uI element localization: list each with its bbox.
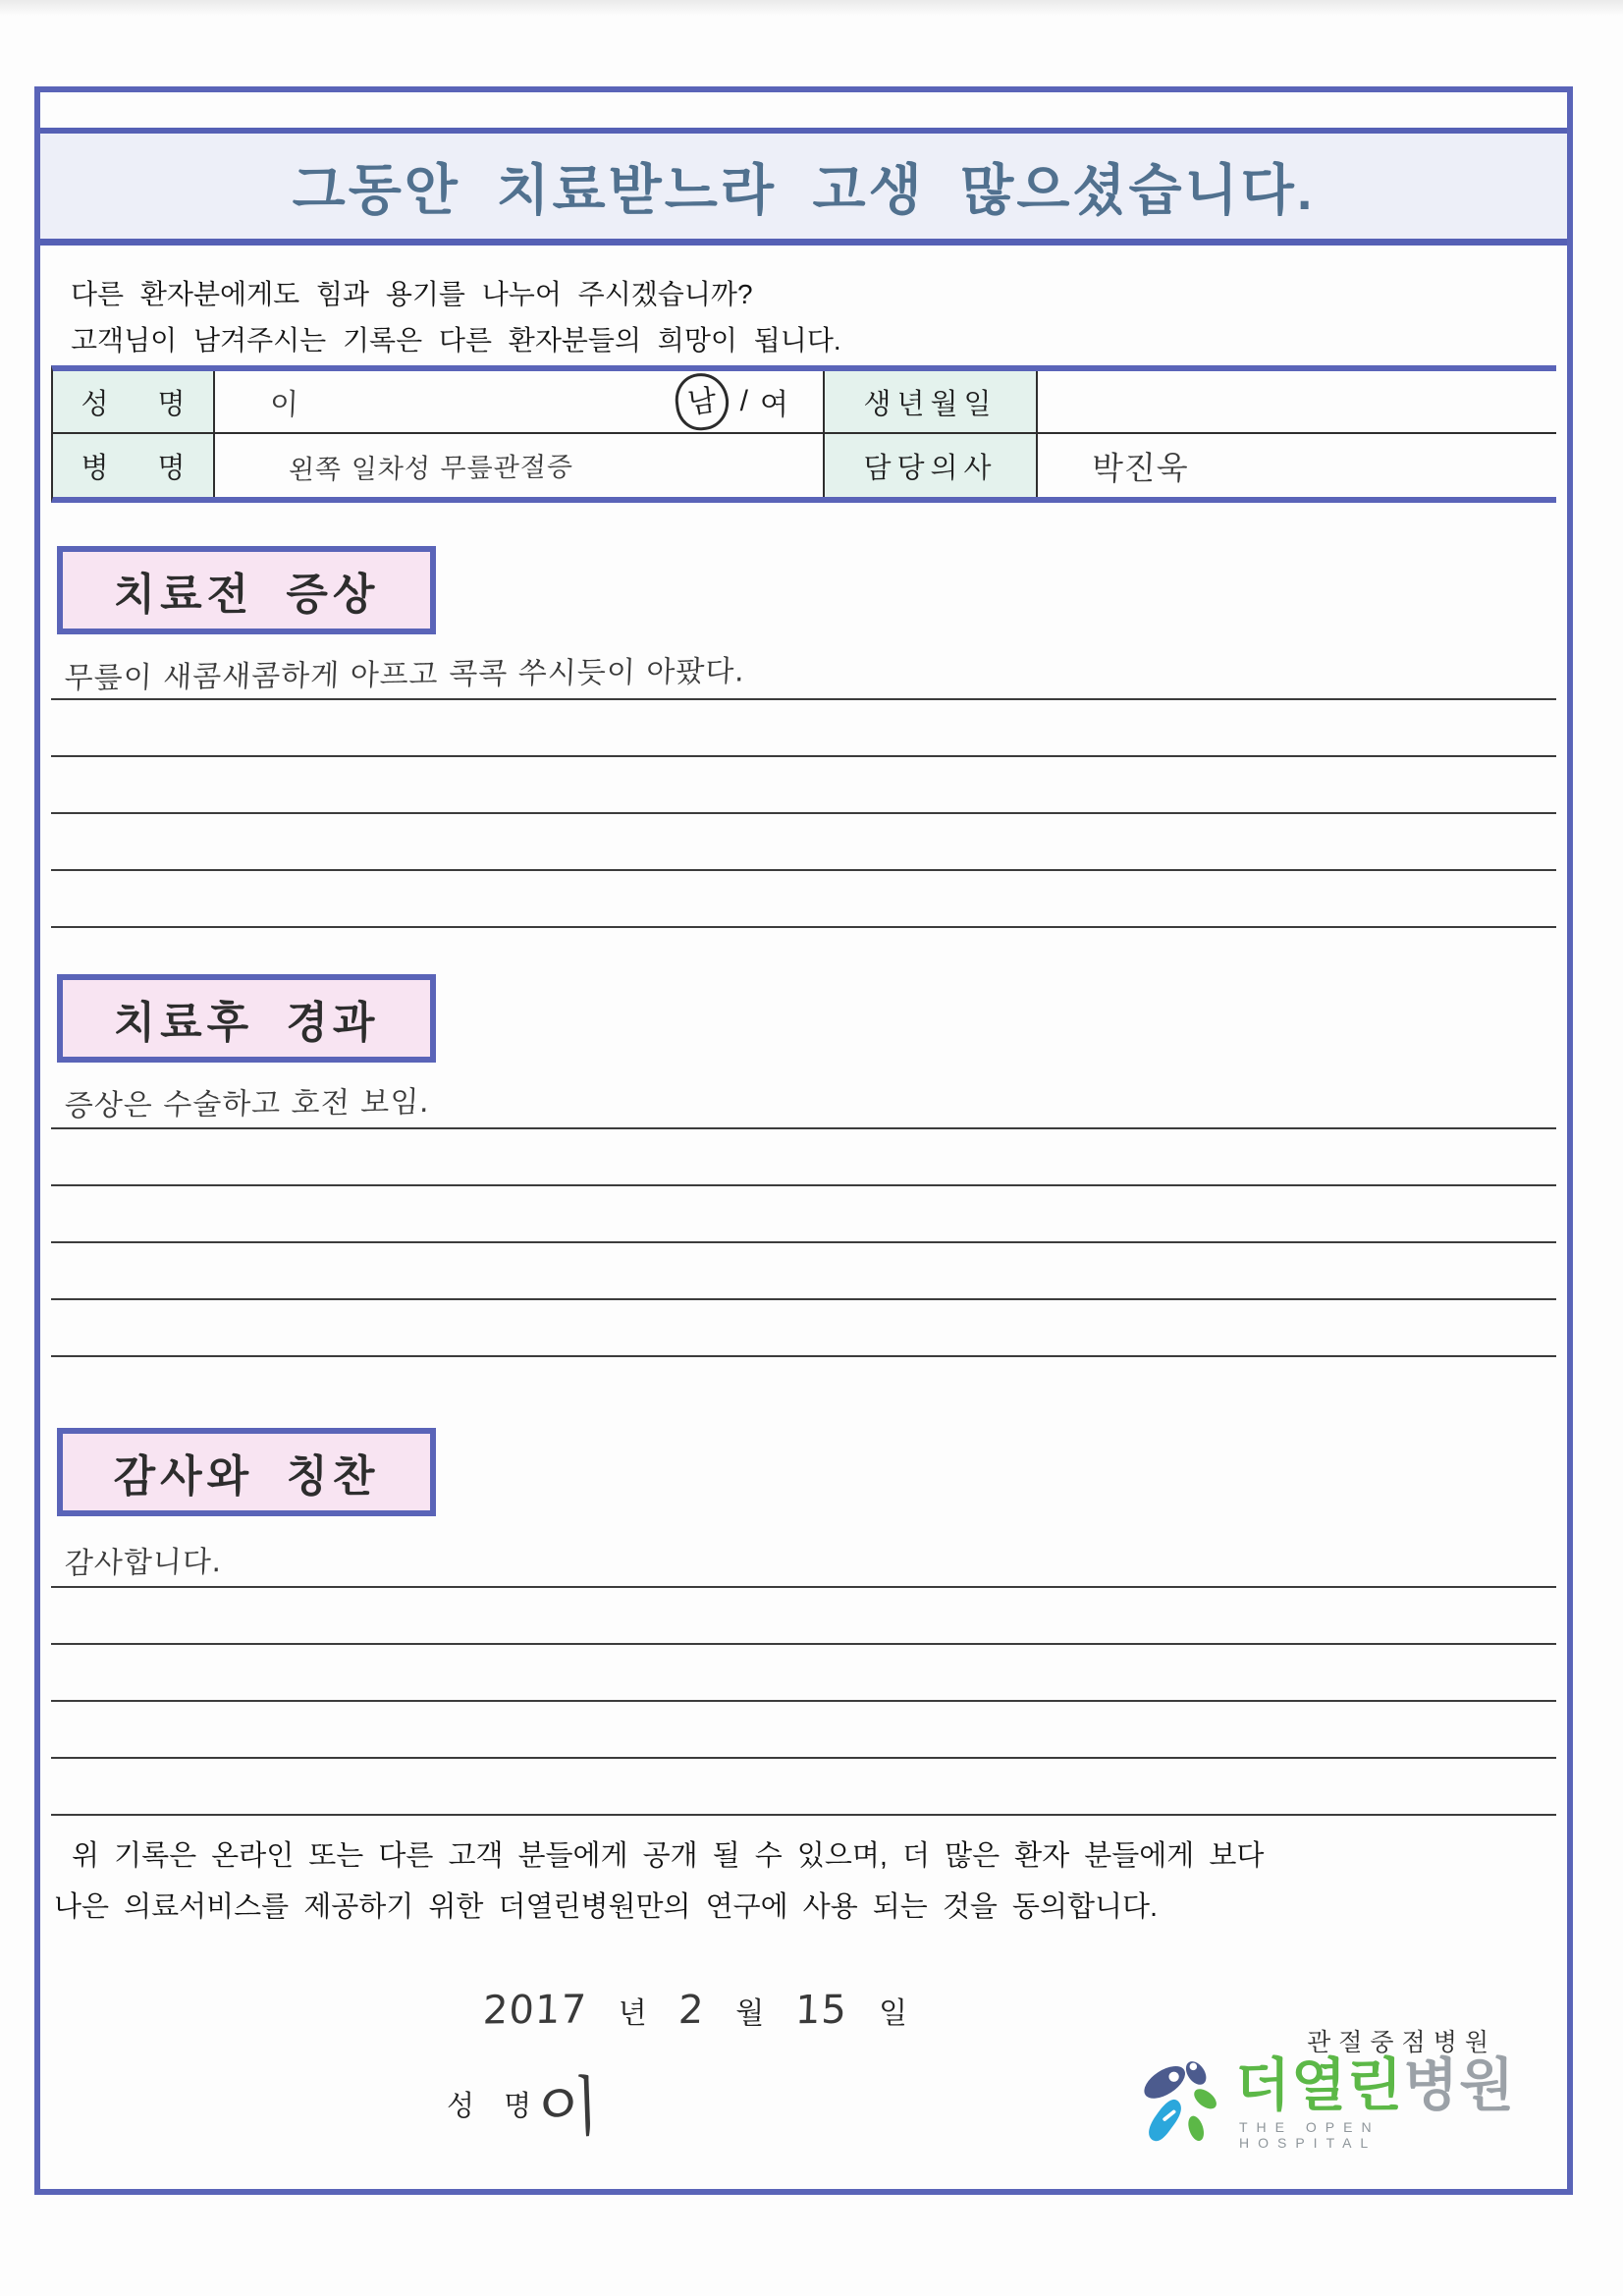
hospital-logo-mark-icon	[1137, 2052, 1229, 2155]
logo-name-primary: 더열린	[1235, 2053, 1404, 2117]
ruled-line	[51, 1759, 1556, 1816]
section-thanks-title: 감사와 칭찬	[113, 1452, 380, 1501]
name-label: 성 명	[53, 371, 215, 434]
ruled-line	[51, 1531, 1556, 1588]
signature-row	[447, 2067, 603, 2151]
date-month-label: 월	[735, 1997, 765, 2030]
doctor-label: 담당의사	[825, 434, 1038, 497]
section-thanks-answer-area	[51, 1531, 1556, 1816]
ruled-line	[51, 1645, 1556, 1702]
logo-tagline: 관절중점병원	[1307, 2029, 1496, 2056]
scan-edge-shadow	[0, 0, 1623, 16]
ruled-line	[51, 1072, 1556, 1129]
logo-main-row	[1137, 2052, 1515, 2155]
gender-male-circled: 남	[672, 371, 731, 433]
ruled-line	[51, 643, 1556, 700]
doctor-value-handwriting: 박진욱	[1091, 447, 1190, 488]
after-treatment-answer-handwriting: 증상은 수술하고 호전 보임.	[64, 1085, 431, 1123]
gender-group	[676, 373, 788, 430]
banner-title: 그동안 치료받느라 고생 많으셨습니다.	[292, 158, 1316, 221]
ruled-line	[51, 757, 1556, 814]
birthdate-label: 생년월일	[825, 371, 1038, 434]
ruled-line	[51, 1702, 1556, 1759]
ruled-line	[51, 1129, 1556, 1186]
gender-separator: /	[739, 385, 749, 417]
intro-line-2: 고객님이 남겨주시는 기록은 다른 환자분들의 희망이 됩니다.	[71, 325, 841, 355]
section-before-treatment-answer-area	[51, 643, 1556, 928]
intro-text	[71, 271, 841, 363]
hospital-logo	[1137, 2019, 1516, 2157]
section-after-treatment-answer-area	[51, 1072, 1556, 1357]
section-thanks-title-box	[57, 1428, 436, 1516]
date-year-handwriting: 2017	[482, 1987, 588, 2034]
logo-text-column	[1235, 2053, 1516, 2151]
name-value-handwriting: 이	[269, 387, 300, 423]
date-day-handwriting: 15	[794, 1987, 849, 2034]
logo-name-secondary: 병원	[1403, 2053, 1516, 2117]
patient-info-table	[51, 365, 1556, 503]
consent-line-2: 나은 의료서비스를 제공하기 위한 더열린병원만의 연구에 사용 되는 것을 동의합니다.	[54, 1891, 1159, 1923]
ruled-line	[51, 1186, 1556, 1243]
ruled-line	[51, 871, 1556, 928]
header-banner	[40, 128, 1567, 246]
section-before-treatment-title: 치료전 증상	[113, 571, 380, 619]
intro-line-1: 다른 환자분에게도 힘과 용기를 나누어 주시겠습니까?	[71, 279, 753, 309]
ruled-line	[51, 1300, 1556, 1357]
date-month-handwriting: 2	[676, 1987, 706, 2034]
section-before-treatment-title-box	[57, 546, 436, 634]
date-year-label: 년	[618, 1997, 647, 2030]
disease-label: 병 명	[53, 434, 215, 497]
before-treatment-answer-handwriting: 무릎이 새콤새콤하게 아프고 콕콕 쑤시듯이 아팠다.	[63, 654, 746, 696]
ruled-line	[51, 1588, 1556, 1645]
signature-label: 성 명	[447, 2091, 532, 2122]
date-day-label: 일	[879, 1997, 908, 2030]
date-line	[483, 1988, 907, 2033]
section-after-treatment-title-box	[57, 974, 436, 1063]
disease-cell	[215, 434, 825, 497]
consent-text	[54, 1831, 1559, 1933]
signature-value-handwriting: 이	[536, 2067, 603, 2151]
logo-hospital-name	[1235, 2053, 1516, 2117]
ruled-line	[51, 700, 1556, 757]
ruled-line	[51, 1243, 1556, 1300]
logo-subtitle: THE OPEN HOSPITAL	[1239, 2119, 1380, 2151]
birthdate-value	[1038, 371, 1556, 434]
gender-female: 여	[760, 389, 788, 421]
doctor-cell	[1038, 434, 1556, 497]
ruled-line	[51, 814, 1556, 871]
name-cell	[215, 371, 825, 434]
disease-value-handwriting: 왼쪽 일차성 무릎관절증	[288, 451, 574, 486]
section-after-treatment-title: 치료후 경과	[113, 999, 380, 1047]
thanks-answer-handwriting: 감사합니다.	[64, 1545, 224, 1581]
consent-line-1: 위 기록은 온라인 또는 다른 고객 분들에게 공개 될 수 있으며, 더 많은 환자 분들에게 보다	[72, 1840, 1265, 1872]
